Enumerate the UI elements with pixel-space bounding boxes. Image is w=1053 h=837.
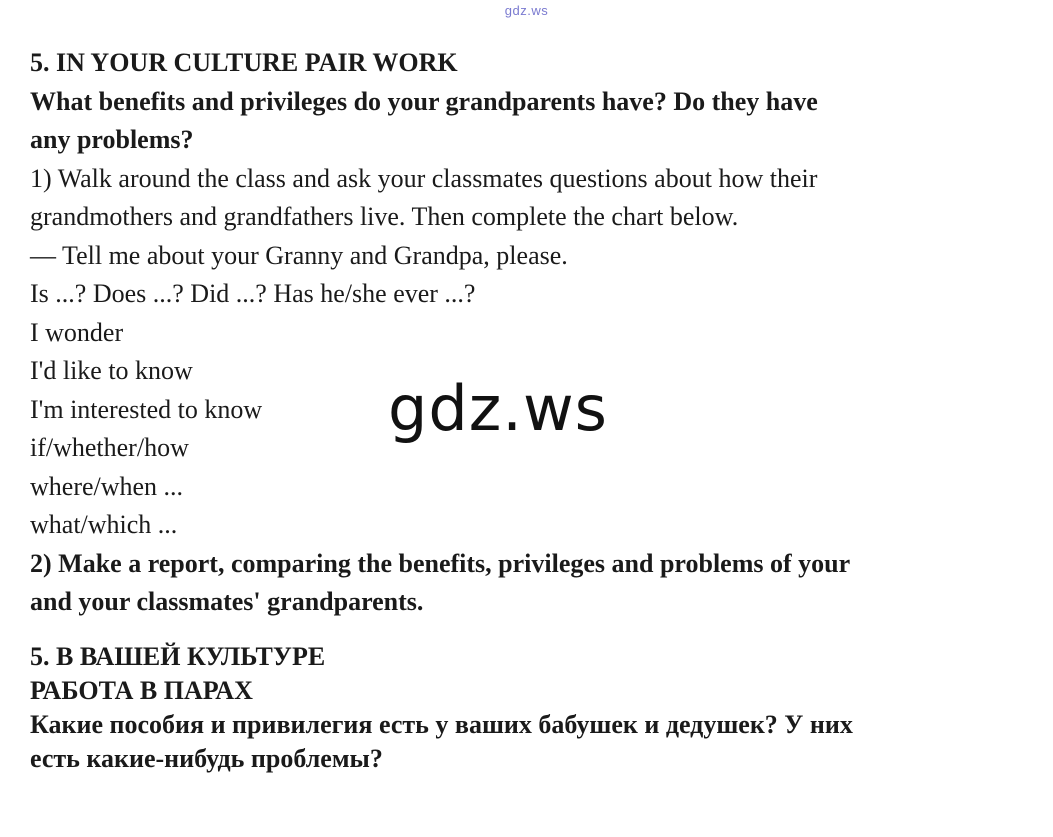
- task-one-line: grandmothers and grandfathers live. Then complete the chart below.: [30, 202, 739, 231]
- translation-question: есть какие-нибудь проблемы?: [30, 743, 383, 773]
- phrase-item: I'd like to know: [30, 356, 193, 385]
- phrase-item: I wonder: [30, 317, 124, 347]
- phrase-item: what/which ...: [30, 510, 178, 539]
- section-divider-space: [30, 622, 1030, 640]
- task-one-line: 1) Walk around the class and ask your classmates questions about how their: [30, 163, 818, 193]
- question-line: any problems?: [30, 125, 194, 154]
- center-watermark: gdz.ws: [388, 372, 608, 445]
- dialogue-line: — Tell me about your Granny and Grandpa, please.: [30, 240, 568, 270]
- phrase-item: Is ...? Does ...? Did ...? Has he/she ever ...?: [30, 279, 476, 308]
- question-line: What benefits and privileges do your grandparents have? Do they have: [30, 86, 818, 116]
- exercise-heading: 5. IN YOUR CULTURE PAIR WORK: [30, 48, 458, 77]
- translation-heading: РАБОТА В ПАРАХ: [30, 675, 253, 705]
- top-watermark: gdz.ws: [504, 3, 549, 18]
- phrase-item: where/when ...: [30, 471, 184, 501]
- task-two-line: and your classmates' grandparents.: [30, 587, 424, 616]
- translation-heading: 5. В ВАШЕЙ КУЛЬТУРЕ: [30, 641, 326, 671]
- task-two-line: 2) Make a report, comparing the benefits, privileges and problems of your: [30, 548, 851, 578]
- phrase-item: if/whether/how: [30, 433, 189, 462]
- phrase-item: I'm interested to know: [30, 394, 263, 424]
- translation-question: Какие пособия и привилегия есть у ваших бабушек и дедушек? У них: [30, 709, 853, 739]
